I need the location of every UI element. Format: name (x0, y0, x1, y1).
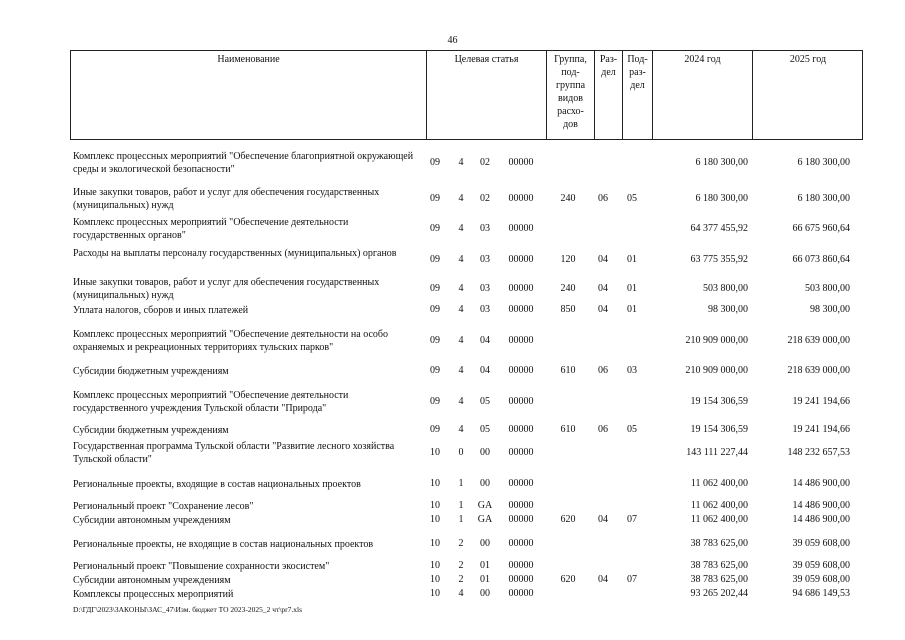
target-direction: 00000 (508, 365, 534, 376)
header-group: Группа, под- группа видов расхо- дов (546, 51, 594, 139)
row-name: Расходы на выплаты персоналу государственных (муниципальных) органов (73, 248, 397, 259)
target-direction: 00000 (508, 223, 534, 234)
target-subprogram: 1 (458, 500, 464, 511)
amount-2024: 38 783 625,00 (690, 538, 748, 549)
amount-2025: 14 486 900,00 (792, 478, 850, 489)
header-section: Раз- дел (594, 51, 622, 139)
table-header (70, 50, 863, 140)
row-name: Региональный проект "Сохранение лесов" (73, 501, 254, 512)
amount-2025: 39 059 608,00 (792, 538, 850, 549)
amount-2024: 38 783 625,00 (690, 574, 748, 585)
row-name: Государственная программа Тульской области "Развитие лесного хозяйства Тульской области" (73, 441, 395, 465)
amount-2025: 218 639 000,00 (787, 335, 850, 346)
amount-2025: 6 180 300,00 (797, 157, 850, 168)
target-element: 05 (480, 396, 490, 407)
row-name: Субсидии автономным учреждениям (73, 575, 231, 586)
target-program: 09 (430, 223, 440, 234)
row-name: Уплата налогов, сборов и иных платежей (73, 305, 249, 316)
subsection: 01 (627, 254, 637, 265)
target-program: 09 (430, 283, 440, 294)
amount-2024: 11 062 400,00 (690, 500, 748, 511)
target-direction: 00000 (508, 193, 534, 204)
subsection: 05 (627, 193, 637, 204)
target-program: 10 (430, 588, 440, 599)
target-direction: 00000 (508, 538, 534, 549)
row-name: Комплекс процессных мероприятий "Обеспечение деятельности государственных органов" (73, 217, 349, 241)
target-direction: 00000 (508, 304, 534, 315)
amount-2025: 19 241 194,66 (792, 424, 850, 435)
target-subprogram: 4 (458, 223, 464, 234)
header-subsection: Под- раз- дел (622, 51, 652, 139)
row-name: Субсидии автономным учреждениям (73, 515, 231, 526)
amount-2025: 19 241 194,66 (792, 396, 850, 407)
target-element: 00 (480, 538, 490, 549)
target-direction: 00000 (508, 254, 534, 265)
target-subprogram: 2 (458, 574, 464, 585)
target-subprogram: 2 (458, 538, 464, 549)
target-subprogram: 4 (458, 157, 464, 168)
row-name: Комплекс процессных мероприятий "Обеспечение деятельности на особо охраняемых и рекреационных территориях тульских парков" (73, 329, 388, 353)
row-name: Иные закупки товаров, работ и услуг для обеспечения государственных (муниципальных) нужд (73, 187, 380, 211)
expense-group: 620 (560, 574, 576, 585)
subsection: 05 (627, 424, 637, 435)
row-name: Комплекс процессных мероприятий "Обеспечение благоприятной окружающей среды и экологической безопасности" (73, 151, 414, 175)
target-element: 02 (480, 157, 490, 168)
amount-2024: 63 775 355,92 (690, 254, 748, 265)
target-program: 10 (430, 447, 440, 458)
expense-group: 620 (560, 514, 576, 525)
target-direction: 00000 (508, 588, 534, 599)
target-direction: 00000 (508, 574, 534, 585)
target-program: 10 (430, 500, 440, 511)
target-element: 01 (480, 574, 490, 585)
header-2024: 2024 год (652, 51, 752, 139)
target-program: 09 (430, 157, 440, 168)
amount-2024: 38 783 625,00 (690, 560, 748, 571)
target-program: 10 (430, 514, 440, 525)
amount-2024: 6 180 300,00 (695, 193, 748, 204)
subsection: 01 (627, 304, 637, 315)
amount-2025: 503 800,00 (805, 283, 850, 294)
expense-group: 240 (560, 193, 576, 204)
header-name: Наименование (217, 54, 280, 65)
amount-2025: 14 486 900,00 (792, 500, 850, 511)
target-program: 09 (430, 304, 440, 315)
target-direction: 00000 (508, 500, 534, 511)
expense-group: 850 (560, 304, 576, 315)
target-direction: 00000 (508, 157, 534, 168)
target-subprogram: 2 (458, 560, 464, 571)
subsection: 01 (627, 283, 637, 294)
amount-2025: 98 300,00 (810, 304, 850, 315)
section: 04 (598, 254, 608, 265)
target-program: 09 (430, 365, 440, 376)
target-direction: 00000 (508, 478, 534, 489)
target-direction: 00000 (508, 560, 534, 571)
section: 04 (598, 283, 608, 294)
target-element: 03 (480, 223, 490, 234)
target-direction: 00000 (508, 424, 534, 435)
amount-2024: 210 909 000,00 (685, 365, 748, 376)
target-subprogram: 4 (458, 588, 464, 599)
target-subprogram: 4 (458, 304, 464, 315)
target-subprogram: 4 (458, 365, 464, 376)
amount-2024: 98 300,00 (708, 304, 748, 315)
amount-2025: 66 675 960,64 (792, 223, 850, 234)
amount-2025: 14 486 900,00 (792, 514, 850, 525)
target-program: 09 (430, 193, 440, 204)
header-target: Целевая статья (426, 51, 546, 139)
row-name: Комплексы процессных мероприятий (73, 589, 234, 600)
amount-2024: 19 154 306,59 (690, 396, 748, 407)
expense-group: 240 (560, 283, 576, 294)
target-element: 03 (480, 304, 490, 315)
target-element: 00 (480, 478, 490, 489)
target-element: GA (477, 500, 493, 511)
target-element: 05 (480, 424, 490, 435)
subsection: 07 (627, 574, 637, 585)
target-direction: 00000 (508, 514, 534, 525)
amount-2024: 11 062 400,00 (690, 478, 748, 489)
amount-2025: 218 639 000,00 (787, 365, 850, 376)
header-2025: 2025 год (752, 51, 863, 139)
target-direction: 00000 (508, 396, 534, 407)
target-program: 10 (430, 478, 440, 489)
target-element: 03 (480, 283, 490, 294)
target-program: 09 (430, 396, 440, 407)
amount-2024: 503 800,00 (703, 283, 748, 294)
target-element: 02 (480, 193, 490, 204)
target-element: 03 (480, 254, 490, 265)
amount-2024: 6 180 300,00 (695, 157, 748, 168)
row-name: Региональные проекты, входящие в состав национальных проектов (73, 479, 361, 490)
amount-2024: 19 154 306,59 (690, 424, 748, 435)
amount-2024: 210 909 000,00 (685, 335, 748, 346)
file-path-footer: D:\ГДГ\2023\ЗАКОНЫ\ЗАС_47\Изм. бюджет ТО 2023-2025_2 чт\pr7.xls (73, 605, 303, 614)
section: 04 (598, 574, 608, 585)
row-name: Субсидии бюджетным учреждениям (73, 366, 229, 377)
amount-2024: 93 265 202,44 (690, 588, 748, 599)
target-subprogram: 4 (458, 254, 464, 265)
target-program: 10 (430, 538, 440, 549)
target-direction: 00000 (508, 283, 534, 294)
amount-2025: 39 059 608,00 (792, 560, 850, 571)
expense-group: 610 (560, 365, 576, 376)
target-subprogram: 4 (458, 396, 464, 407)
page-number: 46 (447, 35, 458, 46)
target-program: 09 (430, 424, 440, 435)
row-name: Региональный проект "Повышение сохранности экосистем" (73, 561, 330, 572)
section: 04 (598, 514, 608, 525)
target-element: 04 (480, 365, 490, 376)
amount-2025: 6 180 300,00 (797, 193, 850, 204)
target-element: 00 (480, 447, 490, 458)
row-name: Иные закупки товаров, работ и услуг для обеспечения государственных (муниципальных) нужд (73, 277, 380, 301)
target-program: 09 (430, 254, 440, 265)
target-subprogram: 1 (458, 478, 464, 489)
target-subprogram: 1 (458, 514, 464, 525)
subsection: 07 (627, 514, 637, 525)
target-program: 10 (430, 574, 440, 585)
subsection: 03 (627, 365, 637, 376)
target-element: 04 (480, 335, 490, 346)
section: 06 (598, 193, 608, 204)
section: 06 (598, 365, 608, 376)
amount-2025: 94 686 149,53 (792, 588, 850, 599)
amount-2024: 11 062 400,00 (690, 514, 748, 525)
target-subprogram: 4 (458, 283, 464, 294)
target-program: 09 (430, 335, 440, 346)
target-subprogram: 4 (458, 193, 464, 204)
target-program: 10 (430, 560, 440, 571)
target-direction: 00000 (508, 335, 534, 346)
expense-group: 610 (560, 424, 576, 435)
target-subprogram: 4 (458, 335, 464, 346)
target-subprogram: 4 (458, 424, 464, 435)
target-element: 00 (480, 588, 490, 599)
row-name: Комплекс процессных мероприятий "Обеспечение деятельности государственного учреждения Тульской области "Природа" (73, 390, 349, 414)
target-subprogram: 0 (458, 447, 464, 458)
target-element: 01 (480, 560, 490, 571)
amount-2024: 143 111 227,44 (686, 447, 748, 458)
target-direction: 00000 (508, 447, 534, 458)
row-name: Субсидии бюджетным учреждениям (73, 425, 229, 436)
row-name: Региональные проекты, не входящие в состав национальных проектов (73, 539, 374, 550)
section: 04 (598, 304, 608, 315)
section: 06 (598, 424, 608, 435)
amount-2025: 148 232 657,53 (787, 447, 850, 458)
target-element: GA (477, 514, 493, 525)
amount-2025: 39 059 608,00 (792, 574, 850, 585)
amount-2024: 64 377 455,92 (690, 223, 748, 234)
amount-2025: 66 073 860,64 (792, 254, 850, 265)
expense-group: 120 (560, 254, 576, 265)
